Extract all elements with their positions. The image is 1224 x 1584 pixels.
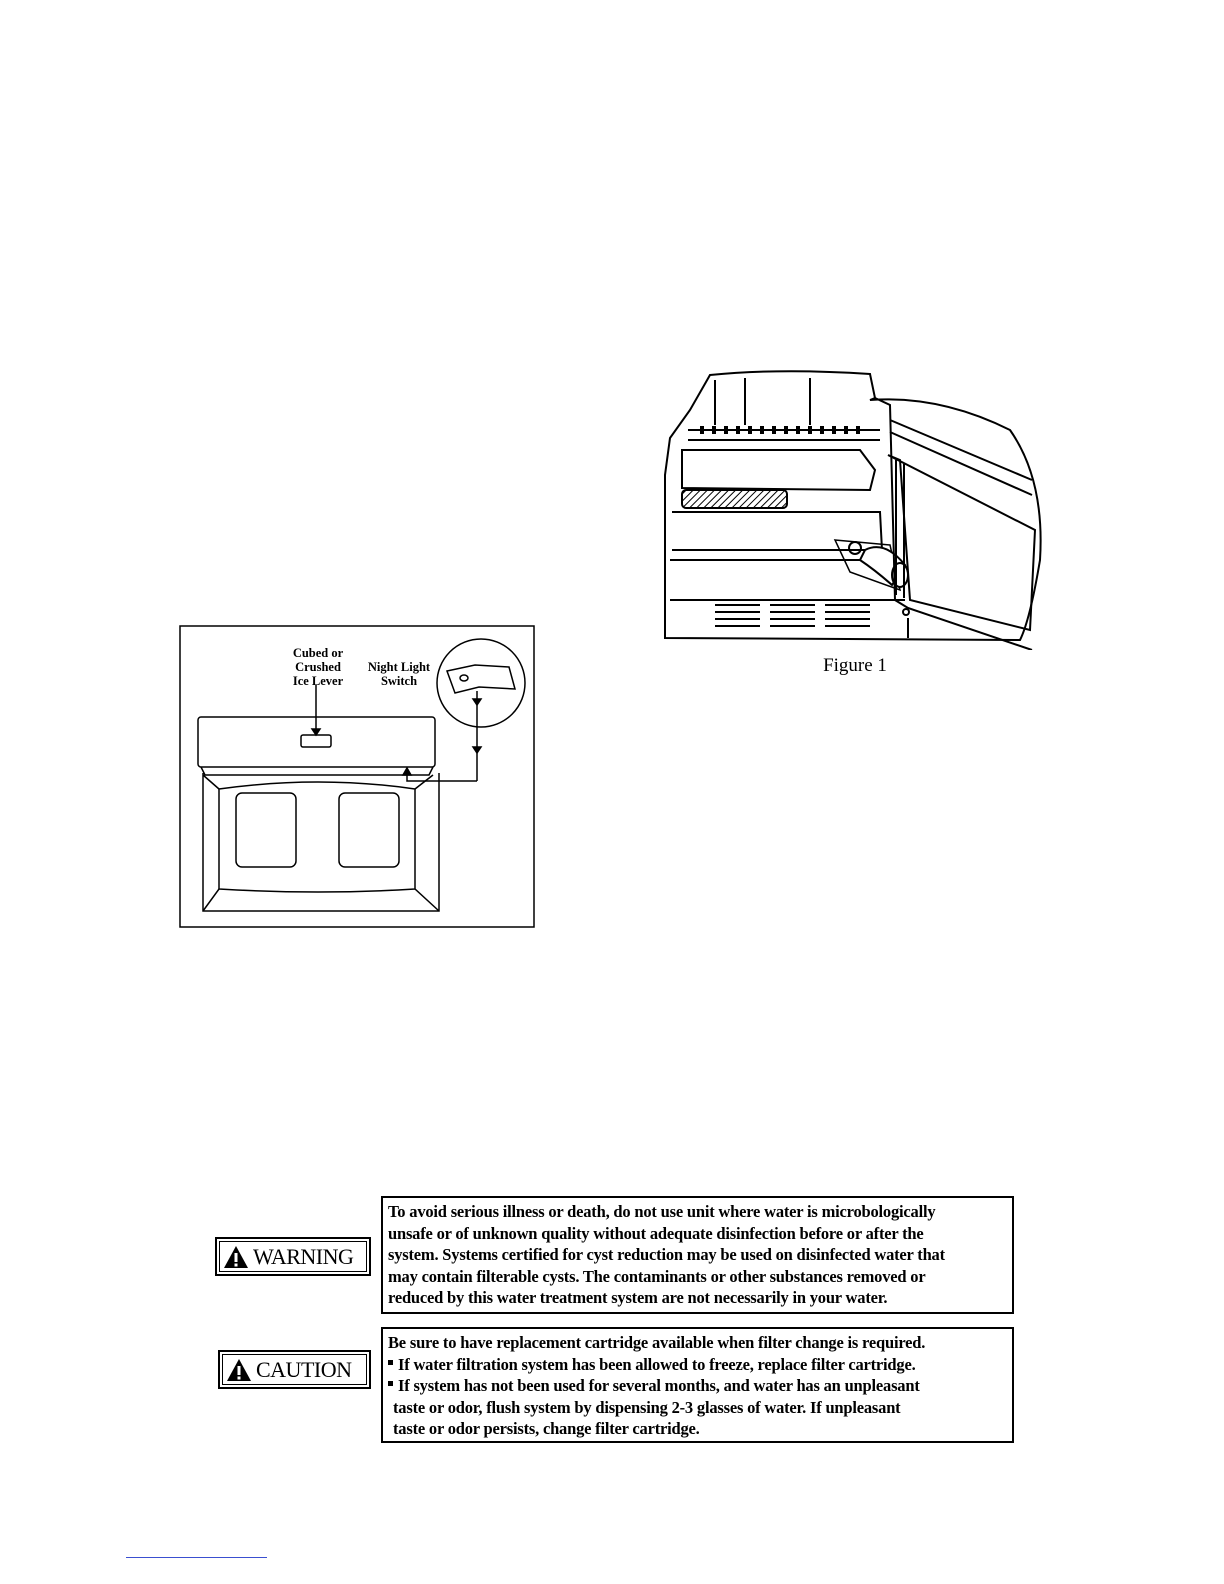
caution-intro: Be sure to have replacement cartridge available when filter change is required. (388, 1333, 926, 1352)
figure-1-illustration (660, 360, 1050, 650)
bullet-square-icon (388, 1381, 393, 1386)
night-light-label-line2: Switch (380, 674, 418, 688)
caution-bullet-2-line3: taste or odor persists, change filter cartridge. (393, 1419, 700, 1439)
ice-lever-label-line2: Crushed (295, 660, 341, 674)
caution-badge (218, 1350, 371, 1389)
caution-bullet-2-line2: taste or odor, flush system by dispensing 2-3 glasses of water. If unpleasant (393, 1397, 901, 1417)
ice-lever-label-line3: Ice Lever (292, 674, 344, 688)
warning-line-1: To avoid serious illness or death, do not use unit where water is microbologically (388, 1202, 936, 1221)
warning-line-4: may contain filterable cysts. The contaminants or other substances removed or (388, 1266, 926, 1286)
caution-text-box (381, 1327, 1014, 1443)
caution-bullet-2-line1: If system has not been used for several months, and water has an unpleasant (398, 1376, 920, 1396)
dispenser-diagram (179, 625, 535, 928)
night-light-label-line1: Night Light (367, 660, 431, 674)
footer-rule (126, 1557, 267, 1558)
warning-line-3: system. Systems certified for cyst reduction may be used on disinfected water that (388, 1245, 945, 1265)
warning-line-5: reduced by this water treatment system are not necessarily in your water. (388, 1288, 888, 1308)
caution-bullet-1-text: If water filtration system has been allowed to freeze, replace filter cartridge. (398, 1354, 916, 1374)
caution-bullet-1 (388, 1354, 1007, 1376)
warning-triangle-icon (223, 1245, 249, 1269)
bullet-square-icon (388, 1360, 393, 1365)
ice-lever-label-line1: Cubed or (292, 646, 344, 660)
warning-badge-text: WARNING (253, 1243, 354, 1269)
figure-1-caption: Figure 1 (823, 655, 887, 676)
caution-triangle-icon (226, 1358, 252, 1382)
caution-badge-text: CAUTION (256, 1356, 352, 1382)
caution-bullet-2 (388, 1375, 1007, 1397)
warning-line-2: unsafe or of unknown quality without adequate disinfection before or after the (388, 1223, 924, 1243)
warning-badge (215, 1237, 371, 1276)
warning-text-box (381, 1196, 1014, 1314)
